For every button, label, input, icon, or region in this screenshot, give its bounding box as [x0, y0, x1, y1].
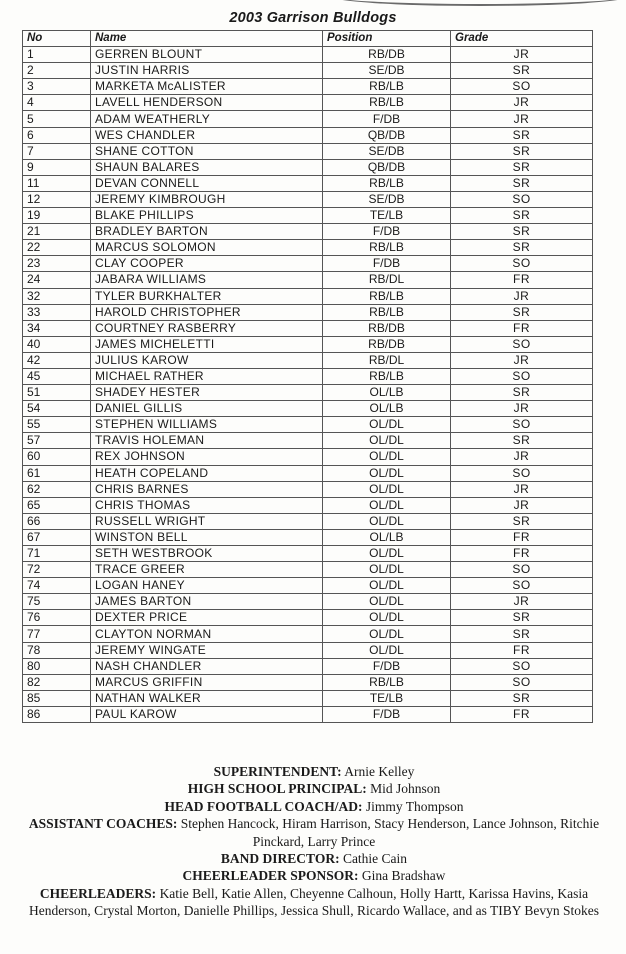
cheer-sponsor-line — [24, 867, 604, 884]
player-grade: SO — [451, 562, 593, 578]
player-position: OL/DL — [323, 642, 451, 658]
player-grade: JR — [451, 352, 593, 368]
principal-label: HIGH SCHOOL PRINCIPAL: — [187, 781, 367, 797]
player-name: NATHAN WALKER — [91, 690, 323, 706]
header-name: Name — [91, 31, 323, 47]
player-position: F/DB — [323, 224, 451, 240]
player-grade: SO — [451, 417, 593, 433]
roster-header-row — [23, 31, 593, 47]
player-name: STEPHEN WILLIAMS — [91, 417, 323, 433]
player-position: OL/DL — [323, 513, 451, 529]
assistant-coaches-names: Stephen Hancock, Hiram Harrison, Stacy Henderson, Lance Johnson, Ritchie Pinckard, Larry Prince — [180, 816, 600, 849]
player-name: LAVELL HENDERSON — [91, 95, 323, 111]
roster-row — [23, 481, 593, 497]
roster-row — [23, 401, 593, 417]
player-grade: SR — [451, 240, 593, 256]
roster-body — [23, 47, 593, 723]
player-name: JULIUS KAROW — [91, 352, 323, 368]
player-name: MARCUS GRIFFIN — [91, 674, 323, 690]
player-position: F/DB — [323, 706, 451, 722]
roster-row — [23, 304, 593, 320]
player-name: JEREMY WINGATE — [91, 642, 323, 658]
player-number: 6 — [23, 127, 91, 143]
player-position: RB/LB — [323, 175, 451, 191]
player-grade: JR — [451, 288, 593, 304]
player-name: MARCUS SOLOMON — [91, 240, 323, 256]
player-name: RUSSELL WRIGHT — [91, 513, 323, 529]
player-grade: SO — [451, 191, 593, 207]
player-number: 45 — [23, 368, 91, 384]
superintendent-label: SUPERINTENDENT: — [213, 764, 342, 779]
header-no: No — [23, 31, 91, 47]
player-number: 51 — [23, 385, 91, 401]
player-name: SHADEY HESTER — [91, 385, 323, 401]
player-number: 80 — [23, 658, 91, 674]
band-director-label: BAND DIRECTOR: — [220, 851, 340, 867]
player-number: 5 — [23, 111, 91, 127]
player-grade: SR — [451, 385, 593, 401]
player-number: 21 — [23, 224, 91, 240]
player-grade: SR — [451, 690, 593, 706]
cheer-sponsor-label: CHEERLEADER SPONSOR: — [182, 868, 359, 884]
player-grade: JR — [451, 47, 593, 63]
player-position: RB/DB — [323, 336, 451, 352]
cheerleaders-label: CHEERLEADERS: — [39, 885, 157, 901]
player-position: OL/DL — [323, 562, 451, 578]
page-title: 2003 Garrison Bulldogs — [229, 10, 397, 26]
roster-row — [23, 240, 593, 256]
band-director-name: Cathie Cain — [342, 851, 408, 867]
player-number: 7 — [23, 143, 91, 159]
player-number: 4 — [23, 95, 91, 111]
player-position: RB/LB — [323, 79, 451, 95]
superintendent-name: Arnie Kelley — [344, 764, 415, 779]
player-number: 76 — [23, 610, 91, 626]
player-grade: JR — [451, 497, 593, 513]
player-name: HEATH COPELAND — [91, 465, 323, 481]
player-grade: JR — [451, 95, 593, 111]
player-position: SE/DB — [323, 63, 451, 79]
player-name: MARKETA McALISTER — [91, 79, 323, 95]
player-position: OL/DL — [323, 433, 451, 449]
player-number: 3 — [23, 79, 91, 95]
player-name: WES CHANDLER — [91, 127, 323, 143]
roster-row — [23, 47, 593, 63]
player-name: SHANE COTTON — [91, 143, 323, 159]
player-position: SE/DB — [323, 143, 451, 159]
roster-row — [23, 256, 593, 272]
roster-table — [22, 30, 593, 723]
player-grade: FR — [451, 529, 593, 545]
player-position: OL/DL — [323, 610, 451, 626]
player-grade: SO — [451, 658, 593, 674]
player-name: DEVAN CONNELL — [91, 175, 323, 191]
player-name: CLAYTON NORMAN — [91, 626, 323, 642]
cheerleaders-line — [24, 885, 604, 920]
player-name: PAUL KAROW — [91, 706, 323, 722]
roster-row — [23, 529, 593, 545]
head-coach-line — [24, 798, 604, 815]
roster-row — [23, 320, 593, 336]
player-name: NASH CHANDLER — [91, 658, 323, 674]
player-number: 67 — [23, 529, 91, 545]
roster-row — [23, 368, 593, 384]
player-name: TYLER BURKHALTER — [91, 288, 323, 304]
player-position: OL/DL — [323, 449, 451, 465]
player-name: CLAY COOPER — [91, 256, 323, 272]
player-grade: SR — [451, 304, 593, 320]
roster-row — [23, 79, 593, 95]
player-position: OL/LB — [323, 529, 451, 545]
player-grade: SO — [451, 256, 593, 272]
roster-row — [23, 658, 593, 674]
player-number: 82 — [23, 674, 91, 690]
player-grade: FR — [451, 320, 593, 336]
player-name: JABARA WILLIAMS — [91, 272, 323, 288]
roster-row — [23, 336, 593, 352]
player-grade: SR — [451, 224, 593, 240]
player-name: WINSTON BELL — [91, 529, 323, 545]
player-number: 75 — [23, 594, 91, 610]
player-number: 78 — [23, 642, 91, 658]
roster-row — [23, 578, 593, 594]
player-position: RB/DL — [323, 352, 451, 368]
roster-row — [23, 674, 593, 690]
roster-row — [23, 433, 593, 449]
player-position: OL/DL — [323, 481, 451, 497]
player-grade: SR — [451, 626, 593, 642]
player-position: RB/DL — [323, 272, 451, 288]
player-number: 60 — [23, 449, 91, 465]
player-position: OL/DL — [323, 546, 451, 562]
player-grade: SR — [451, 143, 593, 159]
player-name: GERREN BLOUNT — [91, 47, 323, 63]
player-position: RB/DB — [323, 320, 451, 336]
player-position: RB/DB — [323, 47, 451, 63]
player-position: OL/DL — [323, 578, 451, 594]
player-number: 85 — [23, 690, 91, 706]
roster-row — [23, 352, 593, 368]
player-position: OL/DL — [323, 626, 451, 642]
player-grade: SR — [451, 433, 593, 449]
roster-row — [23, 143, 593, 159]
player-grade: SO — [451, 336, 593, 352]
player-name: SHAUN BALARES — [91, 159, 323, 175]
player-grade: JR — [451, 111, 593, 127]
roster-row — [23, 417, 593, 433]
player-grade: SO — [451, 465, 593, 481]
player-grade: SO — [451, 674, 593, 690]
roster-row — [23, 95, 593, 111]
cheer-sponsor-name: Gina Bradshaw — [361, 868, 446, 884]
page-edge-arc — [330, 0, 626, 6]
player-name: BRADLEY BARTON — [91, 224, 323, 240]
player-number: 57 — [23, 433, 91, 449]
head-coach-name: Jimmy Thompson — [365, 798, 464, 814]
player-grade: JR — [451, 449, 593, 465]
player-grade: FR — [451, 546, 593, 562]
player-grade: SO — [451, 79, 593, 95]
player-number: 86 — [23, 706, 91, 722]
player-position: F/DB — [323, 256, 451, 272]
player-position: OL/LB — [323, 401, 451, 417]
roster-row — [23, 63, 593, 79]
head-coach-label: HEAD FOOTBALL COACH/AD: — [164, 798, 363, 814]
roster-row — [23, 562, 593, 578]
superintendent-line — [24, 763, 604, 780]
roster-row — [23, 594, 593, 610]
player-number: 9 — [23, 159, 91, 175]
roster-row — [23, 208, 593, 224]
player-number: 23 — [23, 256, 91, 272]
player-position: QB/DB — [323, 159, 451, 175]
player-position: F/DB — [323, 111, 451, 127]
player-number: 65 — [23, 497, 91, 513]
player-position: F/DB — [323, 658, 451, 674]
player-number: 66 — [23, 513, 91, 529]
player-grade: SR — [451, 127, 593, 143]
player-position: RB/LB — [323, 368, 451, 384]
player-grade: FR — [451, 272, 593, 288]
principal-name: Mid Johnson — [370, 781, 441, 797]
roster-row — [23, 272, 593, 288]
player-position: RB/LB — [323, 95, 451, 111]
player-position: QB/DB — [323, 127, 451, 143]
player-name: CHRIS THOMAS — [91, 497, 323, 513]
player-position: SE/DB — [323, 191, 451, 207]
player-grade: SR — [451, 175, 593, 191]
assistant-coaches-label: ASSISTANT COACHES: — [28, 816, 178, 832]
player-grade: FR — [451, 642, 593, 658]
player-grade: SR — [451, 513, 593, 529]
player-name: DEXTER PRICE — [91, 610, 323, 626]
roster-row — [23, 159, 593, 175]
player-position: OL/DL — [323, 497, 451, 513]
roster-row — [23, 111, 593, 127]
player-grade: SO — [451, 578, 593, 594]
player-grade: JR — [451, 594, 593, 610]
roster-row — [23, 175, 593, 191]
player-number: 62 — [23, 481, 91, 497]
player-number: 54 — [23, 401, 91, 417]
player-name: MICHAEL RATHER — [91, 368, 323, 384]
roster-row — [23, 690, 593, 706]
roster-row — [23, 288, 593, 304]
player-name: JUSTIN HARRIS — [91, 63, 323, 79]
player-number: 77 — [23, 626, 91, 642]
player-name: JAMES BARTON — [91, 594, 323, 610]
player-position: RB/LB — [323, 240, 451, 256]
player-number: 12 — [23, 191, 91, 207]
roster-row — [23, 513, 593, 529]
roster-row — [23, 127, 593, 143]
player-grade: SO — [451, 368, 593, 384]
roster-row — [23, 224, 593, 240]
principal-line — [24, 780, 604, 797]
player-position: TE/LB — [323, 690, 451, 706]
player-number: 40 — [23, 336, 91, 352]
player-number: 24 — [23, 272, 91, 288]
player-name: BLAKE PHILLIPS — [91, 208, 323, 224]
player-name: TRACE GREER — [91, 562, 323, 578]
assistant-coaches-line — [24, 815, 604, 850]
player-number: 22 — [23, 240, 91, 256]
player-number: 71 — [23, 546, 91, 562]
player-name: JEREMY KIMBROUGH — [91, 191, 323, 207]
player-name: CHRIS BARNES — [91, 481, 323, 497]
player-number: 32 — [23, 288, 91, 304]
player-number: 61 — [23, 465, 91, 481]
player-position: OL/DL — [323, 417, 451, 433]
player-position: RB/LB — [323, 304, 451, 320]
player-number: 74 — [23, 578, 91, 594]
header-position: Position — [323, 31, 451, 47]
player-name: SETH WESTBROOK — [91, 546, 323, 562]
player-position: OL/LB — [323, 385, 451, 401]
roster-row — [23, 497, 593, 513]
player-grade: FR — [451, 706, 593, 722]
band-director-line — [24, 850, 604, 867]
header-grade: Grade — [451, 31, 593, 47]
player-grade: SR — [451, 610, 593, 626]
roster-row — [23, 706, 593, 722]
player-name: REX JOHNSON — [91, 449, 323, 465]
player-name: TRAVIS HOLEMAN — [91, 433, 323, 449]
player-grade: SR — [451, 159, 593, 175]
player-position: OL/DL — [323, 594, 451, 610]
roster-row — [23, 385, 593, 401]
roster-row — [23, 642, 593, 658]
player-name: JAMES MICHELETTI — [91, 336, 323, 352]
roster-row — [23, 465, 593, 481]
roster-row — [23, 610, 593, 626]
player-number: 2 — [23, 63, 91, 79]
player-grade: SR — [451, 63, 593, 79]
player-number: 42 — [23, 352, 91, 368]
player-position: RB/LB — [323, 288, 451, 304]
player-name: LOGAN HANEY — [91, 578, 323, 594]
player-name: DANIEL GILLIS — [91, 401, 323, 417]
player-name: COURTNEY RASBERRY — [91, 320, 323, 336]
player-number: 11 — [23, 175, 91, 191]
roster-row — [23, 449, 593, 465]
staff-credits — [24, 763, 604, 920]
cheerleaders-names: Katie Bell, Katie Allen, Cheyenne Calhoun, Holly Hartt, Karissa Havins, Kasia Henderson, Crystal Morton, Danielle Phillips, Jessica Shull, Ricardo Wallace, and as TIBY Bevyn Stokes — [28, 885, 600, 919]
player-number: 34 — [23, 320, 91, 336]
roster-row — [23, 626, 593, 642]
player-number: 1 — [23, 47, 91, 63]
player-grade: SR — [451, 208, 593, 224]
player-position: OL/DL — [323, 465, 451, 481]
player-position: RB/LB — [323, 674, 451, 690]
roster-row — [23, 546, 593, 562]
player-number: 19 — [23, 208, 91, 224]
player-name: ADAM WEATHERLY — [91, 111, 323, 127]
player-number: 55 — [23, 417, 91, 433]
player-name: HAROLD CHRISTOPHER — [91, 304, 323, 320]
player-number: 72 — [23, 562, 91, 578]
roster-row — [23, 191, 593, 207]
player-grade: JR — [451, 481, 593, 497]
player-position: TE/LB — [323, 208, 451, 224]
player-grade: JR — [451, 401, 593, 417]
player-number: 33 — [23, 304, 91, 320]
